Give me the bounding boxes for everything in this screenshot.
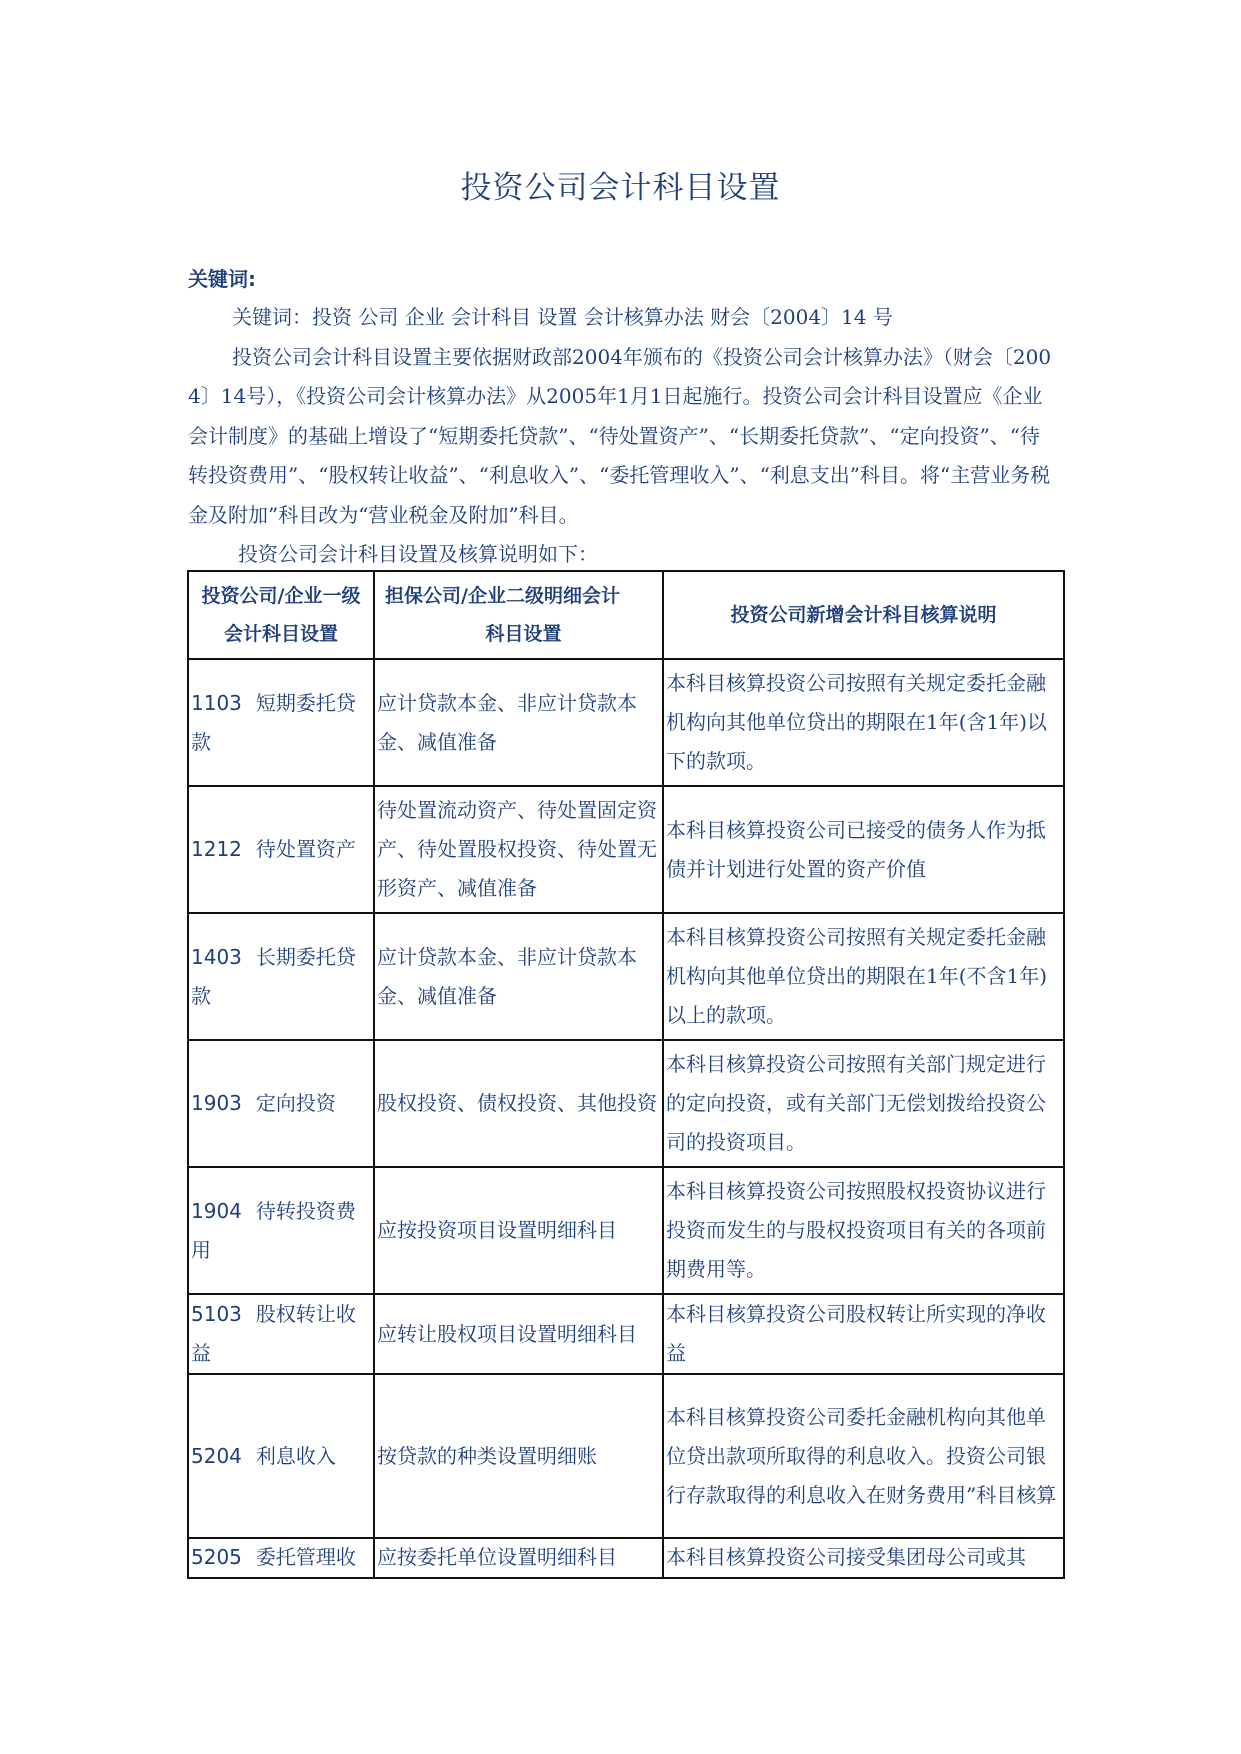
account-name: 待转投资费用 [191,1198,356,1262]
body-text [188,298,1060,575]
table-row [188,786,1064,913]
account-name: 利息收入 [255,1443,336,1468]
detail-cell: 按贷款的种类设置明细账 [374,1374,663,1538]
table-row [188,913,1064,1040]
account-name: 定向投资 [255,1091,336,1115]
detail-cell: 应计贷款本金、非应计贷款本金、减值准备 [374,659,663,786]
account-cell [188,1167,374,1294]
table-row [188,1538,1064,1578]
detail-cell: 待处置流动资产、待处置固定资产、待处置股权投资、待处置无形资产、减值准备 [374,786,663,913]
account-code: 5103 [191,1302,242,1326]
table-row [188,659,1064,786]
table-row [188,1040,1064,1167]
account-code: 1103 [191,690,242,715]
table-header-row [188,571,1064,659]
description-cell: 本科目核算投资公司委托金融机构向其他单位贷出款项所取得的利息收入。投资公司银行存款取得的利息收入在财务费用”科目核算 [663,1374,1064,1538]
account-name: 股权转让收益 [191,1302,356,1365]
account-code: 1904 [191,1198,242,1223]
account-name: 委托管理收 [255,1545,356,1569]
account-code: 1903 [191,1091,242,1115]
description-cell: 本科目核算投资公司按照有关规定委托金融机构向其他单位贷出的期限在1年(不含1年)以上的款项。 [663,913,1064,1040]
detail-cell: 应计贷款本金、非应计贷款本金、减值准备 [374,913,663,1040]
account-cell [188,659,374,786]
detail-cell: 应按投资项目设置明细科目 [374,1167,663,1294]
intro-paragraph: 投资公司会计科目设置主要依据财政部2004年颁布的《投资公司会计核算办法》（财会〔2004〕14号），《投资公司会计核算办法》从2005年1月1日起施行。投资公司会计科目设置应《企业会计制度》的基础上增设了“短期委托贷款”、“待处置资产”、“长期委托贷款”、“定向投资”、“待转投资费用”、“股权转让收益”、“利息收入”、“委托管理收入”、“利息支出”科目。将“主营业务税金及附加”科目改为“营业税金及附加”科目。 [188,344,1052,527]
keywords-line: 关键词：投资 公司 企业 会计科目 设置 会计核算办法 财会〔2004〕14 号 [232,305,893,329]
header-primary-account: 投资公司/企业一级 会计科目设置 [188,571,374,659]
account-cell [188,1040,374,1167]
header-description: 投资公司新增会计科目核算说明 [663,571,1064,659]
page-title: 投资公司会计科目设置 [460,170,781,206]
account-name: 短期委托贷款 [191,690,356,754]
detail-cell: 应转让股权项目设置明细科目 [374,1294,663,1374]
account-name: 长期委托贷款 [191,944,356,1008]
account-code: 1403 [191,944,242,969]
description-cell: 本科目核算投资公司按照有关部门规定进行的定向投资，或有关部门无偿划拨给投资公司的投资项目。 [663,1040,1064,1167]
account-cell [188,786,374,913]
account-cell [188,1538,374,1578]
account-code: 1212 [191,837,242,861]
account-cell [188,913,374,1040]
keywords-label: 关键词: [188,267,256,291]
account-cell [188,1374,374,1538]
header-detail-account: 担保公司/企业二级明细会计 科目设置 [374,571,663,659]
account-code: 5204 [191,1443,242,1468]
table-row [188,1294,1064,1374]
table-row [188,1167,1064,1294]
account-cell [188,1294,374,1374]
description-cell: 本科目核算投资公司已接受的债务人作为抵债并计划进行处置的资产价值 [663,786,1064,913]
description-cell: 本科目核算投资公司接受集团母公司或其 [663,1538,1064,1578]
table-intro: 投资公司会计科目设置及核算说明如下： [238,542,598,566]
description-cell: 本科目核算投资公司按照有关规定委托金融机构向其他单位贷出的期限在1年(含1年)以下的款项。 [663,659,1064,786]
account-name: 待处置资产 [255,837,356,861]
description-cell: 本科目核算投资公司股权转让所实现的净收益 [663,1294,1064,1374]
account-code: 5205 [191,1545,242,1569]
table-row [188,1374,1064,1538]
detail-cell: 股权投资、债权投资、其他投资 [374,1040,663,1167]
detail-cell: 应按委托单位设置明细科目 [374,1538,663,1578]
accounts-table [187,570,1065,1579]
description-cell: 本科目核算投资公司按照股权投资协议进行投资而发生的与股权投资项目有关的各项前期费用等。 [663,1167,1064,1294]
